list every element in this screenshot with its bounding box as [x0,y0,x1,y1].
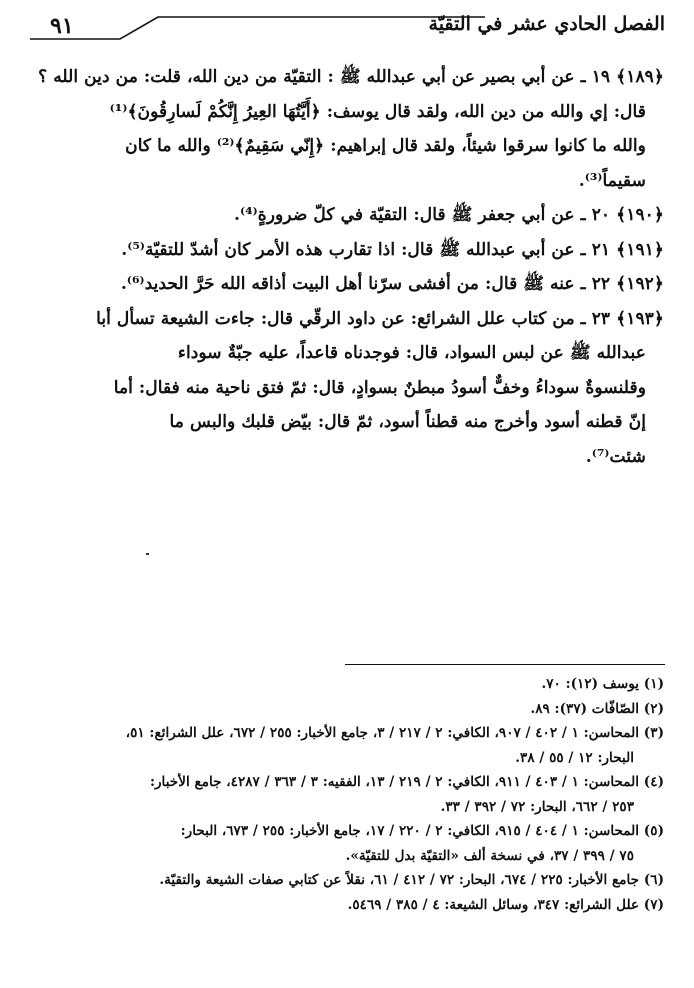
stray-mark [146,553,149,555]
hadith-193-line-3: وقلنسوةٌ سوداءُ وخفٌّ أسودُ مبطنٌ بسوادٍ، قال: ثمّ فتق ناحية منه فقال: أما [113,377,646,398]
footnote-4: (٤) المحاسن: ١ / ٤٠٣ / ٩١١، الكافي: ٢ / ٢١٩ / ١٣، الفقيه: ٣ / ٣٦٣ / ٤٢٨٧، جامع الأخبار: [149,774,664,790]
footnote-4-cont: ٢٥٣ / ٦٦٢، البحار: ٧٢ / ٣٩٢ / ٣٣. [440,798,634,815]
footnote-6: (٦) جامع الأخبار: ٢٢٥ / ٦٧٤، البحار: ٧٢ / ٤١٢ / ٦١، نقلاً عن كتابي صفات الشيعة والتقيّة. [159,872,664,888]
hadith-192: ﴿١٩٢﴾ ٢٢ ـ عنه ﷺ قال: من أفشى سرّنا أهل البيت أذاقه الله حَرَّ الحديد⁽⁶⁾. [120,274,664,294]
footnote-3-cont: البحار: ١٢ / ٥٥ / ٣٨. [515,749,634,766]
hadith-191: ﴿١٩١﴾ ٢١ ـ عن أبي عبدالله ﷺ قال: اذا تقارب هذه الأمر كان أشدّ للتقيّة⁽⁵⁾. [121,239,664,260]
footnote-7: (٧) علل الشرائع: ٣٤٧، وسائل الشيعة: ٤ / ٣٨٥ / ٥٤٦٩. [347,896,664,913]
hadith-body [26,60,664,474]
hadith-189-line-2: قال: إي والله من دين الله، ولقد قال يوسف: ﴿أَيَّتُهَا العِيرُ إِنَّكُمْ لَسارِقُونَ﴾⁽¹⁾ [109,101,646,122]
footnotes [26,672,664,917]
page-number: ٩١ [50,13,74,39]
hadith-193-line-5: شئت⁽⁷⁾. [585,446,646,467]
footnote-5: (٥) المحاسن: ١ / ٤٠٤ / ٩١٥، الكافي: ٢ / ٢٢٠ / ١٧، جامع الأخبار: ٢٥٥ / ٦٧٣، البحار: [180,823,664,839]
hadith-190: ﴿١٩٠﴾ ٢٠ ـ عن أبي جعفر ﷺ قال: التقيّة في كلّ ضرورةٍ⁽⁴⁾. [233,205,664,225]
footnote-2: (٢) الصّافّات (٣٧): ٨٩. [530,700,664,717]
hadith-189-line-4: سقيماً⁽³⁾. [578,170,646,191]
footnote-3: (٣) المحاسن: ١ / ٤٠٢ / ٩٠٧، الكافي: ٢ / ٢١٧ / ٣، جامع الأخبار: ٢٥٥ / ٦٧٢، علل الشرائع: ٥١، [125,725,664,741]
footnote-separator [345,664,665,665]
footnote-5-cont: ٧٥ / ٣٩٩ / ٣٧، في نسخة ألف «التقيّة بدل للتقيّة». [345,847,634,864]
hadith-193-line-1: ﴿١٩٣﴾ ٢٣ ـ من كتاب علل الشرائع: عن داود الرقّي قال: جاءت الشيعة تسأل أبا [96,308,664,329]
hadith-189-line-1: ﴿١٨٩﴾ ١٩ ـ عن أبي بصير عن أبي عبدالله ﷺ : التقيّة من دين الله، قلت: من دين الله ؟ [38,67,664,87]
hadith-193-line-4: إنّ قطنه أسود وأخرج منه قطناً أسود، ثمّ قال: بيّض قلبك والبس ما [169,412,646,432]
chapter-title: الفصل الحادي عشر في التقيّة [428,13,665,35]
page-header [30,10,665,50]
hadith-193-line-2: عبدالله ﷺ عن لبس السواد، قال: فوجدناه قاعداً، عليه جبّةٌ سوداء [177,343,646,363]
hadith-189-line-3: والله ما كانوا سرقوا شيئاً، ولقد قال إبراهيم: ﴿إِنّي سَقِيمٌ﴾⁽²⁾ والله ما كان [125,136,646,156]
footnote-1: (١) يوسف (١٢): ٧٠. [541,676,664,692]
